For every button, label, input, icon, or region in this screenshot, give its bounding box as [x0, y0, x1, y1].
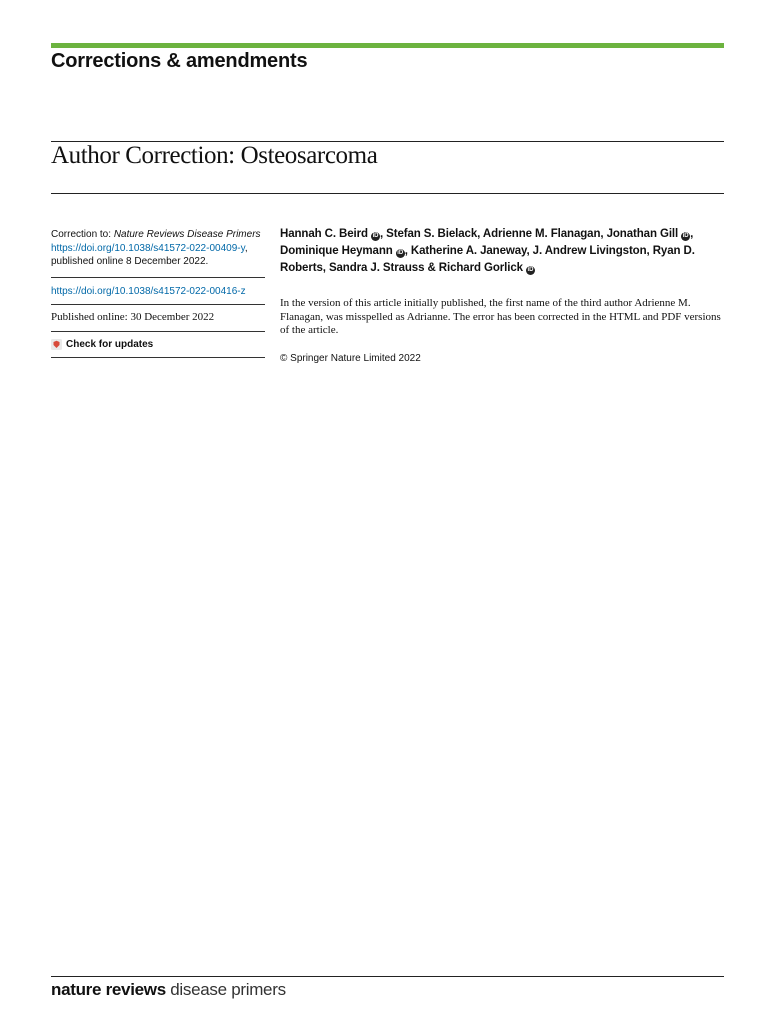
- orcid-icon[interactable]: iD: [372, 233, 379, 239]
- correction-body-text: In the version of this article initially published, the first name of the third author Adrienne M. Flanagan, was misspelled as Adrianne. The error has been corrected in the HTML and PDF versions of the article.: [280, 297, 721, 336]
- title-bottom-rule: [51, 193, 724, 194]
- check-updates-icon: [51, 339, 62, 350]
- section-label: Corrections & amendments: [51, 50, 308, 72]
- author-list: [280, 226, 724, 277]
- article-title: Author Correction: Osteosarcoma: [51, 142, 378, 169]
- author-names: , Stefan S. Bielack, Adrienne M. Flanagan, Jonathan Gill: [379, 228, 679, 240]
- author-names: , Dominique Heymann: [280, 228, 694, 257]
- author-names: , Katherine A. Janeway, J. Andrew Livingston, Ryan D. Roberts, Sandra J. Strauss & Richard Gorlick: [280, 245, 695, 274]
- journal-name: Nature Reviews Disease Primers: [113, 229, 261, 240]
- header-accent-bar: [51, 43, 724, 48]
- copyright-notice: © Springer Nature Limited 2022: [280, 353, 421, 364]
- published-online: Published online: 30 December 2022: [51, 311, 215, 323]
- author-name: Hannah C. Beird: [280, 228, 368, 240]
- journal-footer-logo: [51, 980, 286, 1000]
- orcid-icon[interactable]: iD: [527, 267, 534, 273]
- correction-label: Correction to:: [51, 229, 114, 240]
- check-for-updates-button[interactable]: [51, 332, 265, 358]
- footer-brand-light: disease primers: [165, 980, 286, 999]
- orcid-icon[interactable]: iD: [397, 250, 404, 256]
- check-updates-label: Check for updates: [66, 338, 154, 350]
- article-sidebar: [51, 228, 265, 358]
- original-article-link[interactable]: https://doi.org/10.1038/s41572-022-00409-y: [51, 242, 245, 254]
- sidebar-rule: [51, 357, 265, 358]
- published-note: , published online 8 December 2022.: [51, 242, 248, 267]
- orcid-icon[interactable]: iD: [682, 233, 689, 239]
- doi-block: [51, 278, 265, 305]
- footer-brand-bold: nature reviews: [51, 980, 166, 999]
- correction-to-note: [51, 228, 265, 277]
- footer-rule: [51, 976, 724, 977]
- doi-link[interactable]: https://doi.org/10.1038/s41572-022-00416-z: [51, 285, 246, 297]
